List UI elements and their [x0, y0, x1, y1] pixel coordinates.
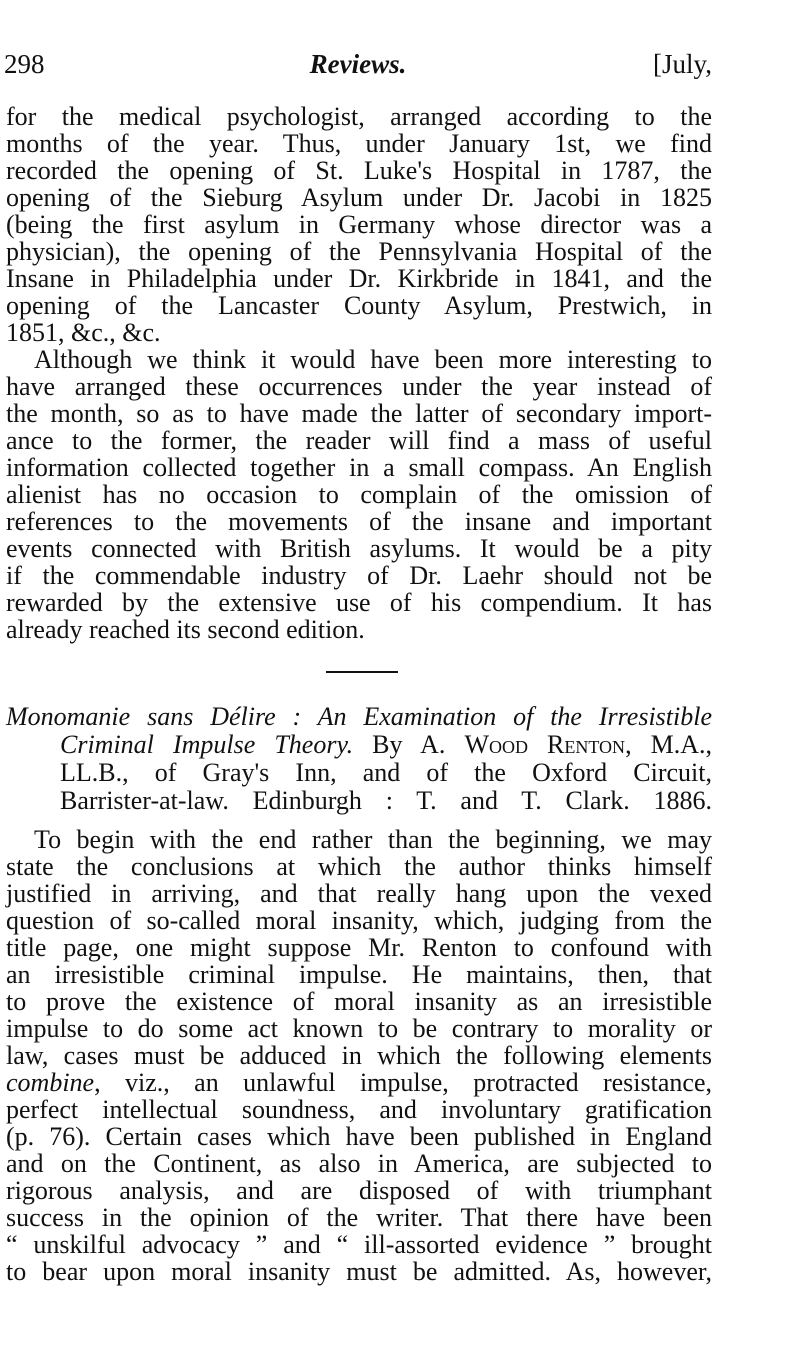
- text-line: ance to the former, the reader will find a mass of useful: [6, 426, 712, 455]
- text-line: Although we think it would have been more interesting to: [34, 345, 712, 374]
- text-line: events connected with British asylums. It would be a pity: [6, 534, 712, 563]
- text-line: impulse to do some act known to be contrary to morality or: [6, 1014, 712, 1043]
- text-line: perfect intellectual soundness, and involuntary gratification: [6, 1095, 712, 1124]
- text-line: state the conclusions at which the author thinks himself: [6, 852, 712, 881]
- text-line: physician), the opening of the Pennsylvania Hospital of the: [6, 237, 712, 266]
- text-line: success in the opinion of the writer. That there have been: [6, 1203, 712, 1232]
- review-title-italic: Criminal Impulse Theory.: [60, 730, 354, 759]
- text-line: to bear upon moral insanity must be admitted. As, however,: [6, 1257, 712, 1286]
- text-line: the month, so as to have made the latter of secondary import-: [6, 399, 712, 428]
- text-line: months of the year. Thus, under January 1st, we find: [6, 129, 712, 158]
- text-line: have arranged these occurrences under the year instead of: [6, 372, 712, 401]
- review-title-line: [60, 731, 712, 759]
- text-line: Insane in Philadelphia under Dr. Kirkbride in 1841, and the: [6, 264, 712, 293]
- issue-month: [July,: [653, 49, 712, 79]
- page-number: 298: [4, 49, 45, 79]
- author-name: Wood Renton: [464, 730, 626, 759]
- text-line: To begin with the end rather than the beginning, we may: [34, 825, 712, 854]
- text-line: opening of the Lancaster County Asylum, Prestwich, in: [6, 291, 712, 320]
- text-line: references to the movements of the insane and important: [6, 507, 712, 536]
- text-line: to prove the existence of moral insanity as an irresistible: [6, 987, 712, 1016]
- text-line: and on the Continent, as also in America, are subjected to: [6, 1149, 712, 1178]
- review-title-line: Monomanie sans Délire : An Examination of the Irresistible: [6, 702, 712, 731]
- text-line: question of so-called moral insanity, which, judging from the: [6, 906, 712, 935]
- running-header: [4, 42, 712, 86]
- review-title-line: LL.B., of Gray's Inn, and of the Oxford Circuit,: [60, 758, 712, 787]
- review-publisher-line: Barrister-at-law. Edinburgh : T. and T. Clark. 1886.: [60, 786, 712, 815]
- text-line: rigorous analysis, and are disposed of with triumphant: [6, 1176, 712, 1205]
- text-line: (p. 76). Certain cases which have been published in England: [6, 1122, 712, 1151]
- text-line: opening of the Sieburg Asylum under Dr. Jacobi in 1825: [6, 183, 712, 212]
- text-line: an irresistible criminal impulse. He maintains, then, that: [6, 960, 712, 989]
- text-line: for the medical psychologist, arranged according to the: [6, 102, 712, 131]
- running-title: Reviews.: [309, 49, 407, 79]
- text-line: if the commendable industry of Dr. Laehr should not be: [6, 561, 712, 590]
- text-line: information collected together in a small compass. An English: [6, 453, 712, 482]
- author-degree: , M.A.,: [625, 730, 713, 759]
- text-line: law, cases must be adduced in which the following elements: [6, 1041, 712, 1070]
- emphasis-word: combine: [6, 1068, 95, 1097]
- text-line: title page, one might suppose Mr. Renton to confound with: [6, 933, 712, 962]
- text-line: [6, 1069, 712, 1097]
- text-line: alienist has no occasion to complain of the omission of: [6, 480, 712, 509]
- section-divider: [326, 671, 398, 673]
- review-byline: By A.: [372, 730, 446, 759]
- text-span: , viz., an unlawful impulse, protracted resistance,: [94, 1068, 712, 1097]
- text-line: (being the first asylum in Germany whose director was a: [6, 210, 712, 239]
- text-line: 1851, &c., &c.: [6, 318, 161, 347]
- text-line: justified in arriving, and that really hang upon the vexed: [6, 879, 712, 908]
- text-line: already reached its second edition.: [6, 615, 365, 644]
- text-line: “ unskilful advocacy ” and “ ill-assorted evidence ” brought: [6, 1230, 712, 1259]
- text-line: recorded the opening of St. Luke's Hospital in 1787, the: [6, 156, 712, 185]
- text-line: rewarded by the extensive use of his compendium. It has: [6, 588, 712, 617]
